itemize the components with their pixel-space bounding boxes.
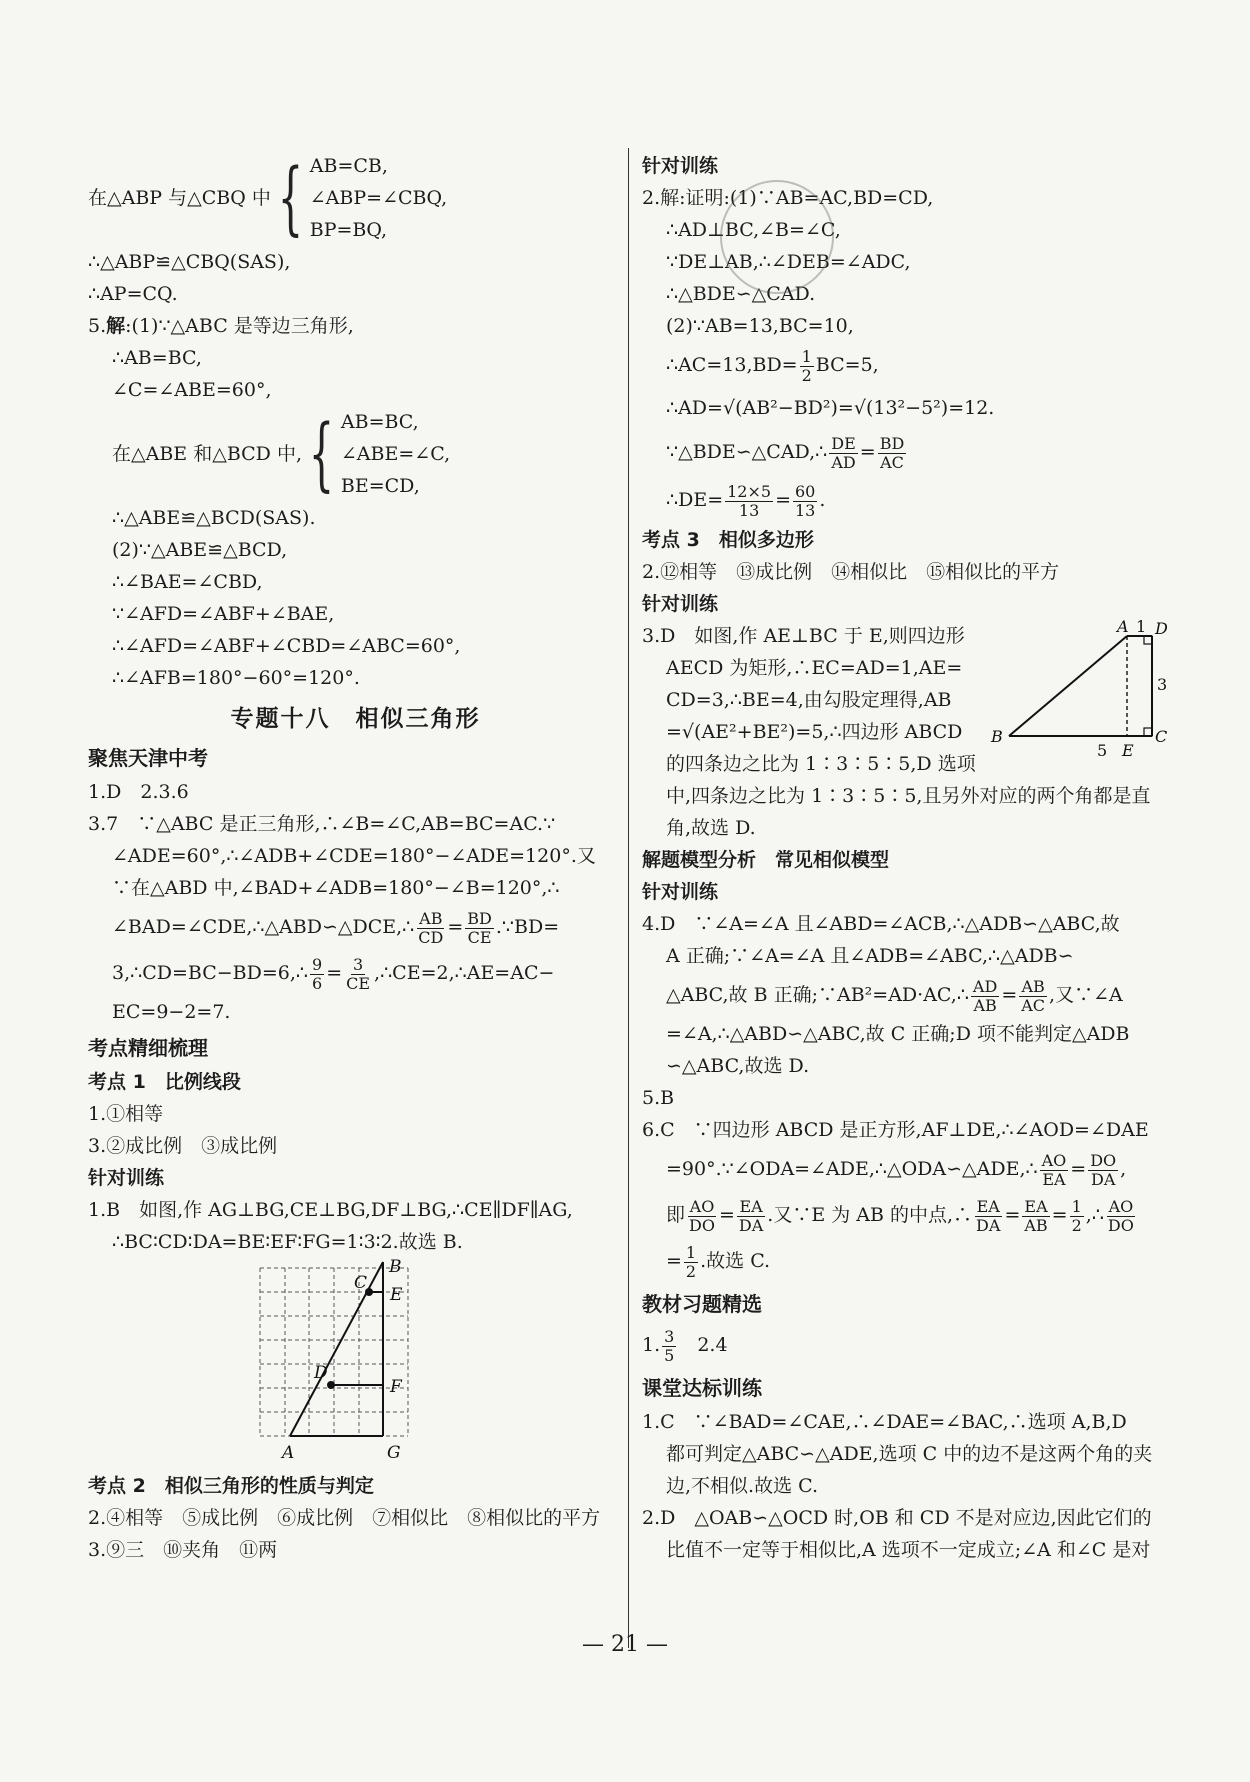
text: = xyxy=(775,489,791,511)
numerator: AB xyxy=(419,908,443,928)
answer-line: AECD 为矩形,∴EC=AD=1,AE= xyxy=(666,657,963,679)
answer-line: 6.C ∵四边形 ABCD 是正方形,AF⊥DE,∴∠AOD=∠DAE xyxy=(642,1119,1149,1141)
label-C: C xyxy=(354,1273,368,1293)
label-B: B xyxy=(389,1258,402,1277)
numerator: AO xyxy=(1041,1150,1067,1170)
fraction xyxy=(1040,1152,1069,1189)
fraction xyxy=(465,910,494,947)
answer-line: 3.⑨三 ⑩夹角 ⑪两 xyxy=(88,1539,278,1561)
text: = xyxy=(1051,1204,1068,1226)
text: ,又∵∠A xyxy=(1049,984,1123,1006)
denominator: DO xyxy=(689,1215,715,1235)
answer-line: 2.D △OAB∽△OCD 时,OB 和 CD 不是对应边,因此它们的 xyxy=(642,1507,1152,1529)
text: = xyxy=(718,1204,735,1226)
text: . xyxy=(819,489,826,511)
denominator: AB xyxy=(1024,1215,1048,1235)
numerator: EA xyxy=(739,1196,763,1216)
numerator: DO xyxy=(1090,1150,1117,1170)
answer-line xyxy=(642,1238,1187,1284)
fraction xyxy=(725,483,773,520)
denominator: DA xyxy=(738,1215,764,1235)
system-line: AB=BC, xyxy=(340,411,419,433)
answer-line: A 正确;∵∠A=∠A 且∠ADB=∠ABC,∴△ADB∽ xyxy=(666,945,1074,967)
fraction xyxy=(800,348,814,385)
text: .故选 C. xyxy=(700,1250,771,1272)
numerator: AB xyxy=(1021,976,1045,996)
text: ∴DE= xyxy=(666,489,724,511)
answer-line: 3.7 ∵△ABC 是正三角形,∴∠B=∠C,AB=BC=AC.∵ xyxy=(88,813,556,835)
section-heading: 考点精细梳理 xyxy=(88,1036,208,1060)
text: ,∴ xyxy=(1085,1204,1104,1226)
text: △ABC,故 B 正确;∵AB²=AD·AC,∴ xyxy=(666,984,969,1006)
answer-line: 5.B xyxy=(642,1087,675,1109)
text-line: ∴AB=BC, xyxy=(112,347,202,369)
answer-line: 3.②成比例 ③成比例 xyxy=(88,1135,278,1157)
fraction xyxy=(684,1244,698,1281)
label-D: D xyxy=(1155,619,1168,638)
numerator: 1 xyxy=(801,346,812,366)
answer-line: 2.⑫相等 ⑬成比例 ⑭相似比 ⑮相似比的平方 xyxy=(642,561,1060,583)
text: = xyxy=(859,441,876,463)
subsection-heading: 针对训练 xyxy=(642,155,719,177)
denominator: 13 xyxy=(795,500,816,520)
fraction xyxy=(416,910,445,947)
fraction xyxy=(974,1198,1002,1235)
text-line: ∴△ABP≌△CBQ(SAS), xyxy=(88,251,291,273)
numerator: 1 xyxy=(685,1242,697,1262)
numerator: 12×5 xyxy=(727,481,772,501)
answer-line: 都可判定△ABC∽△ADE,选项 C 中的边不是这两个角的夹 xyxy=(666,1443,1153,1465)
text: = xyxy=(1004,1204,1021,1226)
side-BA xyxy=(1009,636,1127,736)
numerator: 3 xyxy=(664,1326,675,1346)
answer-line: 比值不一定等于相似比,A 选项不一定成立;∠A 和∠C 是对 xyxy=(666,1539,1151,1561)
congruence-system-2 xyxy=(88,406,623,502)
denominator: 2 xyxy=(685,1261,697,1281)
subsection-heading: 考点 3 相似多边形 xyxy=(642,529,814,551)
answer-line: ∴△BDE∽△CAD. xyxy=(666,283,816,305)
text: 1. xyxy=(642,1334,661,1356)
numerator: 1 xyxy=(1071,1196,1082,1216)
section-heading: 教材习题精选 xyxy=(642,1292,762,1316)
answer-line: EC=9−2=7. xyxy=(112,1001,231,1023)
answer-line: =∠A,∴△ABD∽△ABC,故 C 正确;D 项不能判定△ADB xyxy=(666,1023,1130,1045)
brace-icon: { xyxy=(308,407,335,500)
text: = xyxy=(326,962,343,984)
subsection-heading: 考点 2 相似三角形的性质与判定 xyxy=(88,1475,374,1497)
text-line: ∴∠AFD=∠ABF+∠CBD=∠ABC=60°, xyxy=(112,635,461,657)
numerator: 3 xyxy=(352,954,364,974)
text-line: ∴∠BAE=∠CBD, xyxy=(112,571,263,593)
text: =90°.∵∠ODA=∠ADE,∴△ODA∽△ADE,∴ xyxy=(666,1158,1038,1180)
system-line: ∠ABP=∠CBQ, xyxy=(309,187,448,209)
fraction xyxy=(878,435,907,472)
answer-line: =√(AE²+BE²)=5,∴四边形 ABCD xyxy=(666,721,963,743)
answer-line: ∠ADE=60°,∴∠ADB+∠CDE=180°−∠ADE=120°.又 xyxy=(112,845,596,867)
answer-line: 边,不相似.故选 C. xyxy=(666,1475,819,1497)
text: ∴AC=13,BD= xyxy=(666,354,798,376)
denominator: DO xyxy=(1107,1215,1134,1235)
numerator: AD xyxy=(972,976,998,996)
system-line: BE=CD, xyxy=(340,475,420,497)
text: = xyxy=(666,1250,682,1272)
label-3: 3 xyxy=(1157,675,1168,694)
fraction xyxy=(737,1198,765,1235)
denominator: AB xyxy=(973,995,997,1015)
right-column xyxy=(642,150,1187,1566)
answer-line xyxy=(642,1322,1187,1368)
answer-line: ∵DE⊥AB,∴∠DEB=∠ADC, xyxy=(666,251,911,273)
label-A: A xyxy=(1117,618,1129,636)
point-D xyxy=(327,1381,335,1389)
text: .又∵E 为 AB 的中点,∴ xyxy=(767,1204,973,1226)
answer-line xyxy=(88,904,623,950)
answer-line: 1.B 如图,作 AG⊥BG,CE⊥BG,DF⊥BG,∴CE∥DF∥AG, xyxy=(88,1199,573,1221)
section-heading: 课堂达标训练 xyxy=(642,1376,762,1400)
question-5 xyxy=(88,310,623,342)
text: ∠BAD=∠CDE,∴△ABD∽△DCE,∴ xyxy=(112,916,415,938)
answer-line: ∴AD=√(AB²−BD²)=√(13²−5²)=12. xyxy=(666,397,995,419)
answer-line xyxy=(642,1146,1187,1192)
text-line: ∵∠AFD=∠ABF+∠BAE, xyxy=(112,603,335,625)
label-A: A xyxy=(282,1443,295,1463)
answer-line: 1.C ∵∠BAD=∠CAE,∴∠DAE=∠BAC,∴选项 A,B,D xyxy=(642,1411,1127,1433)
answer-line: 2.解:证明:(1)∵AB=AC,BD=CD, xyxy=(642,187,934,209)
denominator: AC xyxy=(880,452,904,472)
text: = xyxy=(1001,984,1018,1006)
answer-line: ∴BC∶CD∶DA=BE∶EF∶FG=1∶3∶2.故选 B. xyxy=(112,1231,463,1253)
label-D: D xyxy=(314,1363,328,1383)
answer-line xyxy=(642,342,1187,388)
text: 即 xyxy=(666,1204,686,1226)
denominator: 6 xyxy=(312,973,323,993)
text-line: ∠C=∠ABE=60°, xyxy=(112,379,272,401)
system-lines xyxy=(341,406,450,502)
q-number: 5. xyxy=(88,315,107,337)
answer-line: ∵在△ABD 中,∠BAD+∠ADB=180°−∠B=120°,∴ xyxy=(112,877,560,899)
text: ∵△BDE∽△CAD,∴ xyxy=(666,441,828,463)
left-column xyxy=(88,150,623,1566)
label-F: F xyxy=(390,1377,402,1397)
subsection-heading: 针对训练 xyxy=(642,593,719,615)
answer-line: 1.D 2.3.6 xyxy=(88,781,189,803)
text: .∵BD= xyxy=(495,916,560,938)
text-line: (2)∵△ABE≌△BCD, xyxy=(112,539,288,561)
label-E: E xyxy=(390,1285,403,1305)
grid-figure xyxy=(88,1258,623,1470)
right-angle-C xyxy=(1144,728,1152,736)
subsection-heading: 解题模型分析 常见相似模型 xyxy=(642,849,890,871)
answer-line: 2.④相等 ⑤成比例 ⑥成比例 ⑦相似比 ⑧相似比的平方 xyxy=(88,1507,601,1529)
denominator: CE xyxy=(346,973,371,993)
trapezoid-figure xyxy=(987,618,1177,768)
brace-icon: { xyxy=(277,151,304,244)
numerator: 60 xyxy=(795,481,816,501)
answer-line: 1.①相等 xyxy=(88,1103,164,1125)
text: = xyxy=(1070,1158,1087,1180)
denominator: DA xyxy=(1090,1169,1116,1189)
answer-line: CD=3,∴BE=4,由勾股定理得,AB xyxy=(666,689,952,711)
subsection-heading: 考点 1 比例线段 xyxy=(88,1071,241,1093)
system-line: BP=BQ, xyxy=(309,219,388,241)
fraction xyxy=(1070,1198,1084,1235)
numerator: EA xyxy=(976,1196,1000,1216)
column-divider xyxy=(628,148,629,1648)
answer-line xyxy=(642,1192,1187,1238)
denominator: AD xyxy=(831,452,856,472)
numerator: AO xyxy=(689,1196,715,1216)
system-prefix: 在△ABP 与△CBQ 中 xyxy=(88,187,271,209)
numerator: BD xyxy=(879,433,905,453)
section-heading: 聚焦天津中考 xyxy=(88,746,208,770)
system-line: AB=CB, xyxy=(309,155,388,177)
system-line: ∠ABE=∠C, xyxy=(340,443,451,465)
system-lines xyxy=(310,150,447,246)
label-1: 1 xyxy=(1136,618,1147,636)
answer-line: 的四条边之比为 1∶3∶5∶5,D 选项 xyxy=(666,753,976,775)
denominator: CD xyxy=(418,927,444,947)
text-line: ∴AP=CQ. xyxy=(88,283,178,305)
answer-line xyxy=(642,972,1187,1018)
answer-line: (2)∵AB=13,BC=10, xyxy=(666,315,854,337)
denominator: 5 xyxy=(664,1345,675,1365)
answer-line xyxy=(642,428,1187,476)
subsection-heading: 针对训练 xyxy=(88,1167,165,1189)
answer-line: 角,故选 D. xyxy=(666,817,756,839)
numerator: EA xyxy=(1024,1196,1048,1216)
q-label: 解 xyxy=(106,315,126,337)
text: ,∴CE=2,∴AE=AC− xyxy=(374,962,555,984)
numerator: AO xyxy=(1108,1196,1134,1216)
fraction xyxy=(344,956,372,993)
fraction xyxy=(662,1328,676,1365)
denominator: CE xyxy=(467,927,492,947)
congruence-system-1 xyxy=(88,150,623,246)
fraction xyxy=(829,435,858,472)
label-B: B xyxy=(991,727,1003,746)
system-prefix: 在△ABE 和△BCD 中, xyxy=(112,443,302,465)
denominator: 13 xyxy=(738,500,760,520)
label-G: G xyxy=(387,1443,401,1463)
denominator: AC xyxy=(1021,995,1046,1015)
denominator: EA xyxy=(1042,1169,1066,1189)
label-E: E xyxy=(1122,741,1134,760)
label-C: C xyxy=(1155,727,1168,746)
text: , xyxy=(1120,1158,1127,1180)
numerator: DE xyxy=(831,433,856,453)
answer-line xyxy=(642,476,1187,524)
fraction xyxy=(1088,1152,1118,1189)
fraction xyxy=(1019,978,1047,1015)
answer-line xyxy=(88,950,623,996)
page-number: — 21 — xyxy=(582,1632,668,1657)
q-text: :(1)∵△ABC 是等边三角形, xyxy=(125,315,354,337)
denominator: 2 xyxy=(801,365,812,385)
fraction xyxy=(793,483,817,520)
text: 2.4 xyxy=(678,1334,728,1356)
label-5: 5 xyxy=(1097,741,1108,760)
answer-line: 3.D 如图,作 AE⊥BC 于 E,则四边形 xyxy=(642,625,965,647)
right-angle-D xyxy=(1144,636,1152,644)
text: = xyxy=(447,916,464,938)
fraction xyxy=(1106,1198,1136,1235)
denominator: DA xyxy=(976,1215,1001,1235)
fraction xyxy=(687,1198,717,1235)
text: BC=5, xyxy=(815,354,879,376)
q3-block xyxy=(642,620,1187,844)
numerator: 9 xyxy=(312,954,323,974)
answer-line: ∴AD⊥BC,∠B=∠C, xyxy=(666,219,841,241)
answer-line: 4.D ∵∠A=∠A 且∠ABD=∠ACB,∴△ADB∽△ABC,故 xyxy=(642,913,1120,935)
text-line: ∴∠AFB=180°−60°=120°. xyxy=(112,667,360,689)
numerator: BD xyxy=(467,908,492,928)
text-line: ∴△ABE≌△BCD(SAS). xyxy=(112,507,316,529)
fraction xyxy=(971,978,999,1015)
answer-line: ∽△ABC,故选 D. xyxy=(666,1055,810,1077)
stamp-watermark xyxy=(720,180,834,294)
denominator: 2 xyxy=(1071,1215,1082,1235)
answer-line: 中,四条边之比为 1∶3∶5∶5,且另外对应的两个角都是直 xyxy=(666,785,1151,807)
text: 3,∴CD=BC−BD=6,∴ xyxy=(112,962,309,984)
subsection-heading: 针对训练 xyxy=(642,881,719,903)
fraction xyxy=(1022,1198,1049,1235)
fraction xyxy=(310,956,324,993)
chapter-title: 专题十八 相似三角形 xyxy=(230,706,481,732)
